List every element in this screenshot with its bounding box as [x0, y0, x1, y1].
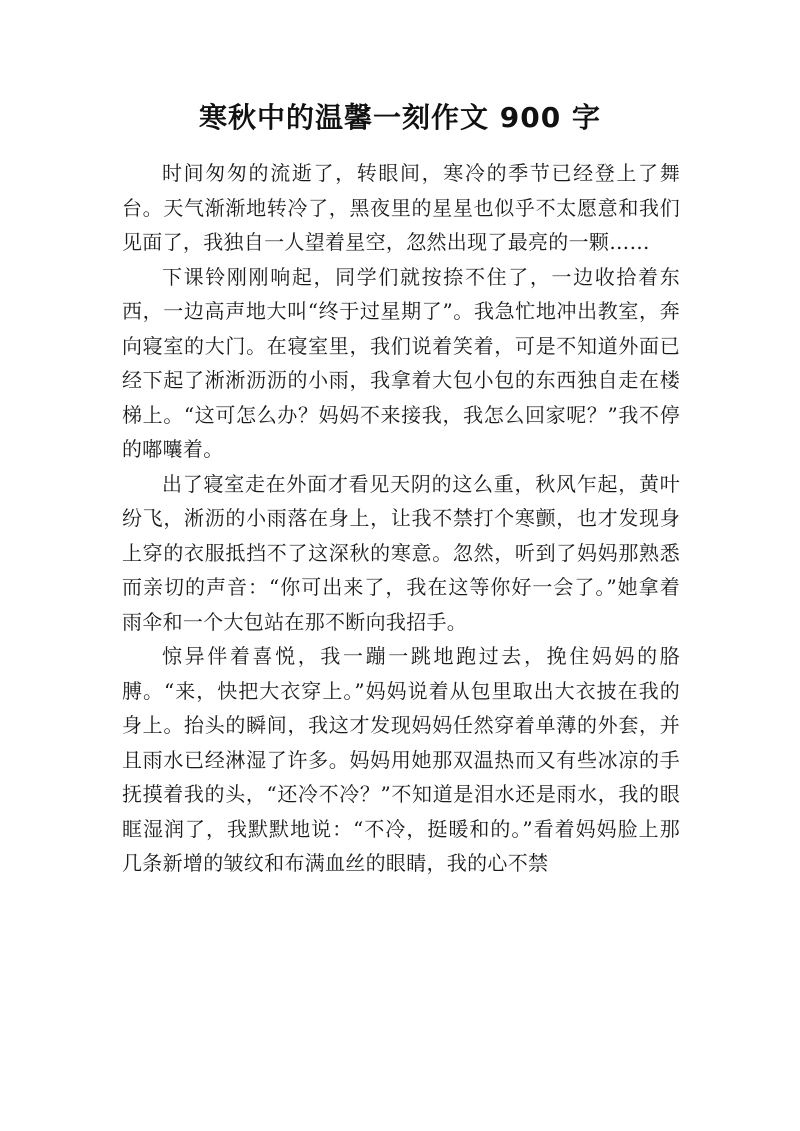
- paragraph-1: 时间匆匆的流逝了，转眼间，寒冷的季节已经登上了舞台。天气渐渐地转冷了，黑夜里的星星也似乎不太愿意和我们见面了，我独自一人望着星空，忽然出现了最亮的一颗……: [122, 161, 680, 254]
- paragraph-3: 出了寝室走在外面才看见天阴的这么重，秋风乍起，黄叶纷飞，淅沥的小雨落在身上，让我不禁打个寒颤，也才发现身上穿的衣服抵挡不了这深秋的寒意。忽然，听到了妈妈那熟悉而亲切的声音：“你可出来了，我在这等你好一会了。”她拿着雨伞和一个大包站在那不断向我招手。: [122, 471, 680, 634]
- document-title: 寒秋中的温馨一刻作文 900 字: [199, 101, 601, 134]
- paragraph-2: 下课铃刚刚响起，同学们就按捺不住了，一边收拾着东西，一边高声地大叫“终于过星期了”。我急忙地冲出教室，奔向寝室的大门。在寝室里，我们说着笑着，可是不知道外面已经下起了淅淅沥沥的小雨，我拿着大包小包的东西独自走在楼梯上。“这可怎么办？妈妈不来接我，我怎么回家呢？”我不停的嘟囔着。: [122, 264, 680, 461]
- document-body: [122, 156, 680, 881]
- paragraph-4: 惊异伴着喜悦，我一蹦一跳地跑过去，挽住妈妈的胳膊。“来，快把大衣穿上。”妈妈说着从包里取出大衣披在我的身上。抬头的瞬间，我这才发现妈妈任然穿着单薄的外套，并且雨水已经淋湿了许多。妈妈用她那双温热而又有些冰凉的手抚摸着我的头，“还冷不冷？”不知道是泪水还是雨水，我的眼眶湿润了，我默默地说：“不冷，挺暖和的。”看着妈妈脸上那几条新增的皱纹和布满血丝的眼睛，我的心不禁: [122, 644, 680, 875]
